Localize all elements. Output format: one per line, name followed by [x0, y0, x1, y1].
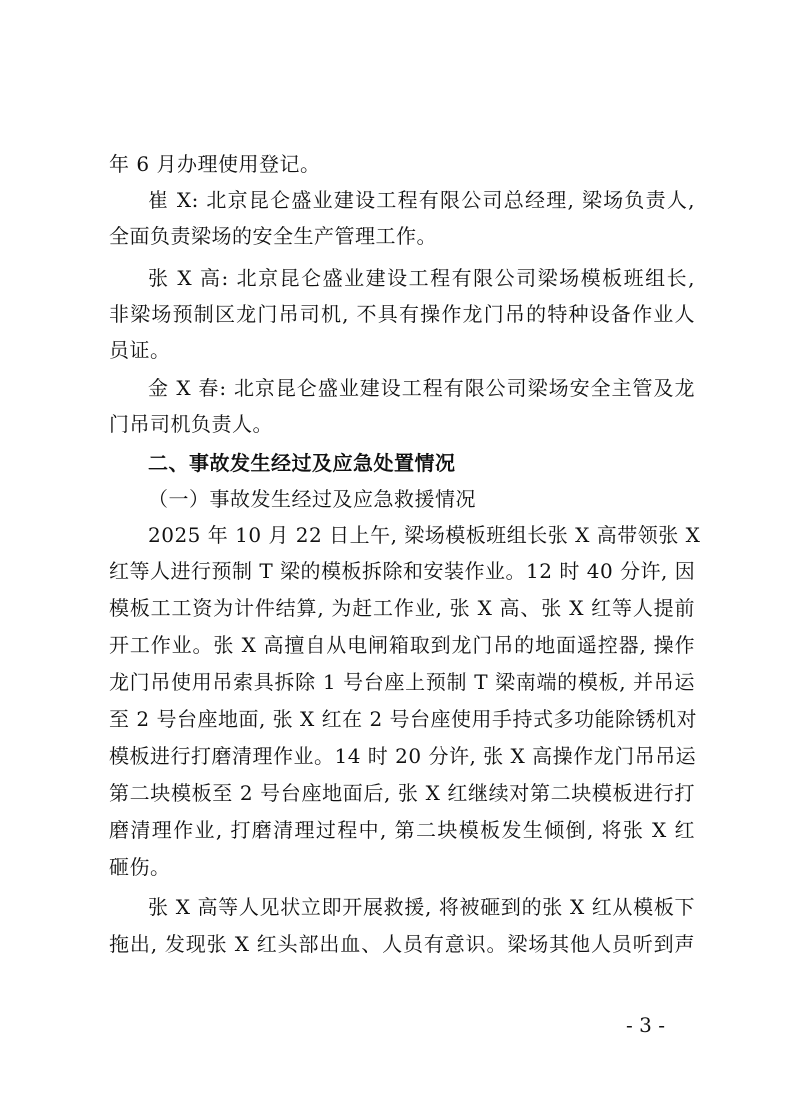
page-number: - 3 -: [626, 1013, 665, 1037]
text-line: 门吊司机负责人。: [109, 412, 273, 436]
text-line: 张 X 高等人见状立即开展救援, 将被砸到的张 X 红从模板下: [148, 895, 695, 919]
text-line: 模板工工资为计件结算, 为赶工作业, 张 X 高、张 X 红等人提前: [109, 596, 695, 620]
text-line: 全面负责梁场的安全生产管理工作。: [109, 224, 437, 248]
section-heading: 二、事故发生经过及应急处置情况: [148, 451, 456, 475]
subsection-heading: （一）事故发生经过及应急救援情况: [148, 487, 476, 511]
text-line: 砸伤。: [109, 855, 171, 879]
text-line: 金 X 春: 北京昆仑盛业建设工程有限公司梁场安全主管及龙: [148, 376, 695, 400]
text-line: 年 6 月办理使用登记。: [109, 152, 321, 176]
text-line: 龙门吊使用吊索具拆除 1 号台座上预制 T 梁南端的模板, 并吊运: [109, 670, 695, 694]
text-line: 磨清理作业, 打磨清理过程中, 第二块模板发生倾倒, 将张 X 红: [109, 818, 695, 842]
text-line: 非梁场预制区龙门吊司机, 不具有操作龙门吊的特种设备作业人: [109, 302, 695, 326]
text-line: 至 2 号台座地面, 张 X 红在 2 号台座使用手持式多功能除锈机对: [109, 707, 698, 731]
text-line: 拖出, 发现张 X 红头部出血、人员有意识。梁场其他人员听到声: [109, 932, 695, 956]
text-line: 红等人进行预制 T 梁的模板拆除和安装作业。12 时 40 分许, 因: [109, 559, 696, 583]
text-line: 开工作业。张 X 高擅自从电闸箱取到龙门吊的地面遥控器, 操作: [109, 633, 695, 657]
text-line: 模板进行打磨清理作业。14 时 20 分许, 张 X 高操作龙门吊吊运: [109, 744, 697, 768]
text-line: 崔 X: 北京昆仑盛业建设工程有限公司总经理, 梁场负责人,: [148, 188, 695, 212]
text-line: 员证。: [109, 338, 171, 362]
text-line: 第二块模板至 2 号台座地面后, 张 X 红继续对第二块模板进行打: [109, 781, 695, 805]
text-line: 张 X 高: 北京昆仑盛业建设工程有限公司梁场模板班组长,: [148, 266, 695, 290]
text-line: 2025 年 10 月 22 日上午, 梁场模板班组长张 X 高带领张 X: [148, 523, 701, 547]
